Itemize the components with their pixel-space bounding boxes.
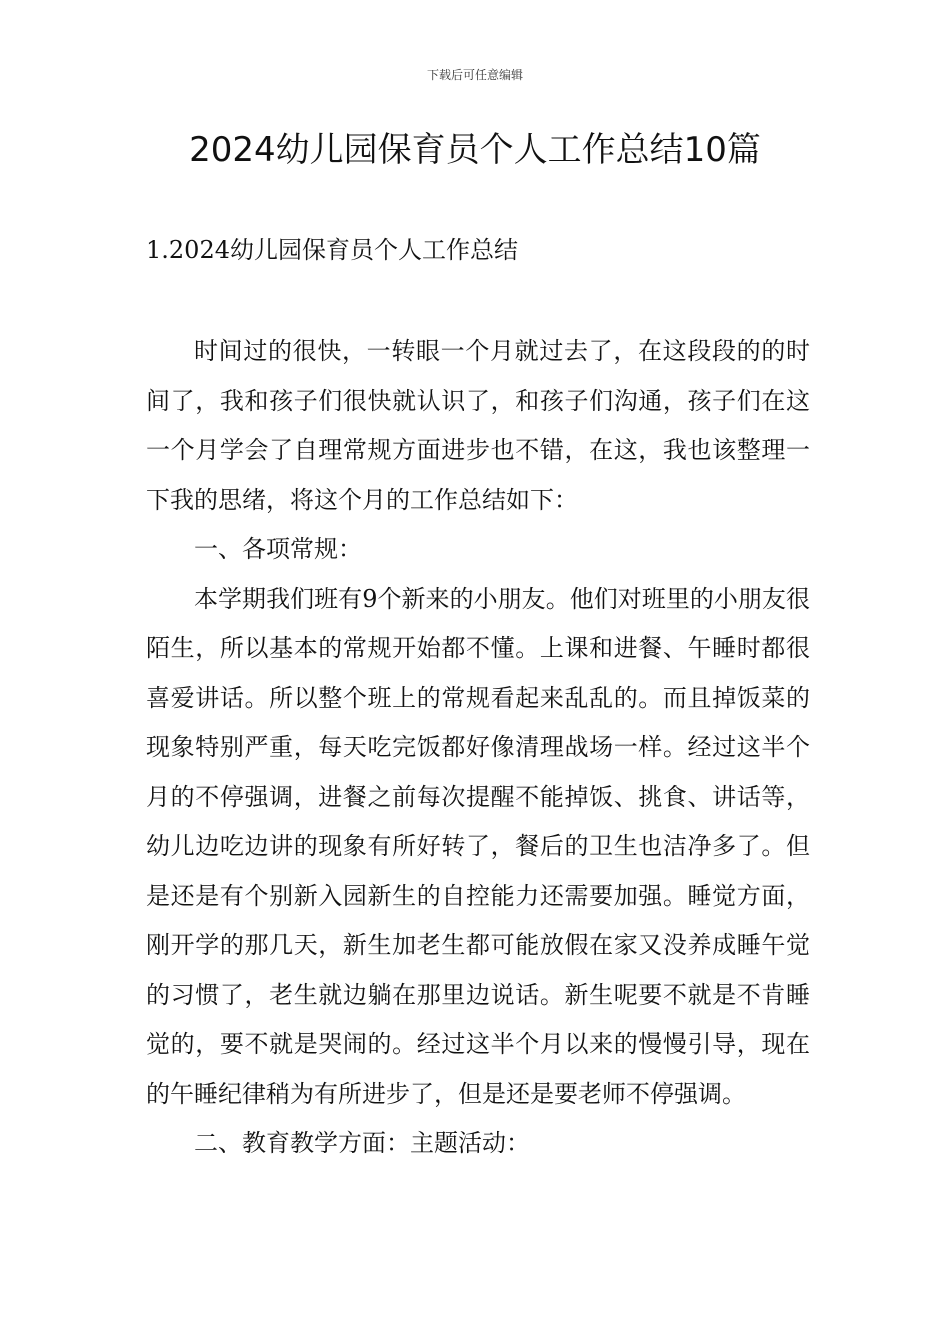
heading-education: 二、教育教学方面：主题活动： xyxy=(194,1129,530,1157)
document-title: 2024幼儿园保育员个人工作总结10篇 xyxy=(189,130,761,170)
section-title: 1.2024幼儿园保育员个人工作总结 xyxy=(146,236,518,264)
document-body xyxy=(146,327,810,1169)
page-header-note: 下载后可任意编辑 xyxy=(426,68,523,82)
paragraph-intro: 时间过的很快，一转眼一个月就过去了，在这段段的的时间了，我和孩子们很快就认识了，和孩子们沟通，孩子们在这一个月学会了自理常规方面进步也不错，在这，我也该整理一下我的思绪，将这个月的工作总结如下： xyxy=(146,337,810,514)
paragraph-routines: 本学期我们班有9个新来的小朋友。他们对班里的小朋友很陌生，所以基本的常规开始都不懂。上课和进餐、午睡时都很喜爱讲话。所以整个班上的常规看起来乱乱的。而且掉饭菜的现象特别严重，每天吃完饭都好像清理战场一样。经过这半个月的不停强调，进餐之前每次提醒不能掉饭、挑食、讲话等，幼儿边吃边讲的现象有所好转了，餐后的卫生也洁净多了。但是还是有个别新入园新生的自控能力还需要加强。睡觉方面，刚开学的那几天，新生加老生都可能放假在家又没养成睡午觉的习惯了，老生就边躺在那里边说话。新生呢要不就是不肯睡觉的，要不就是哭闹的。经过这半个月以来的慢慢引导，现在的午睡纪律稍为有所进步了，但是还是要老师不停强调。 xyxy=(146,584,810,1108)
heading-routines: 一、各项常规： xyxy=(194,535,362,563)
